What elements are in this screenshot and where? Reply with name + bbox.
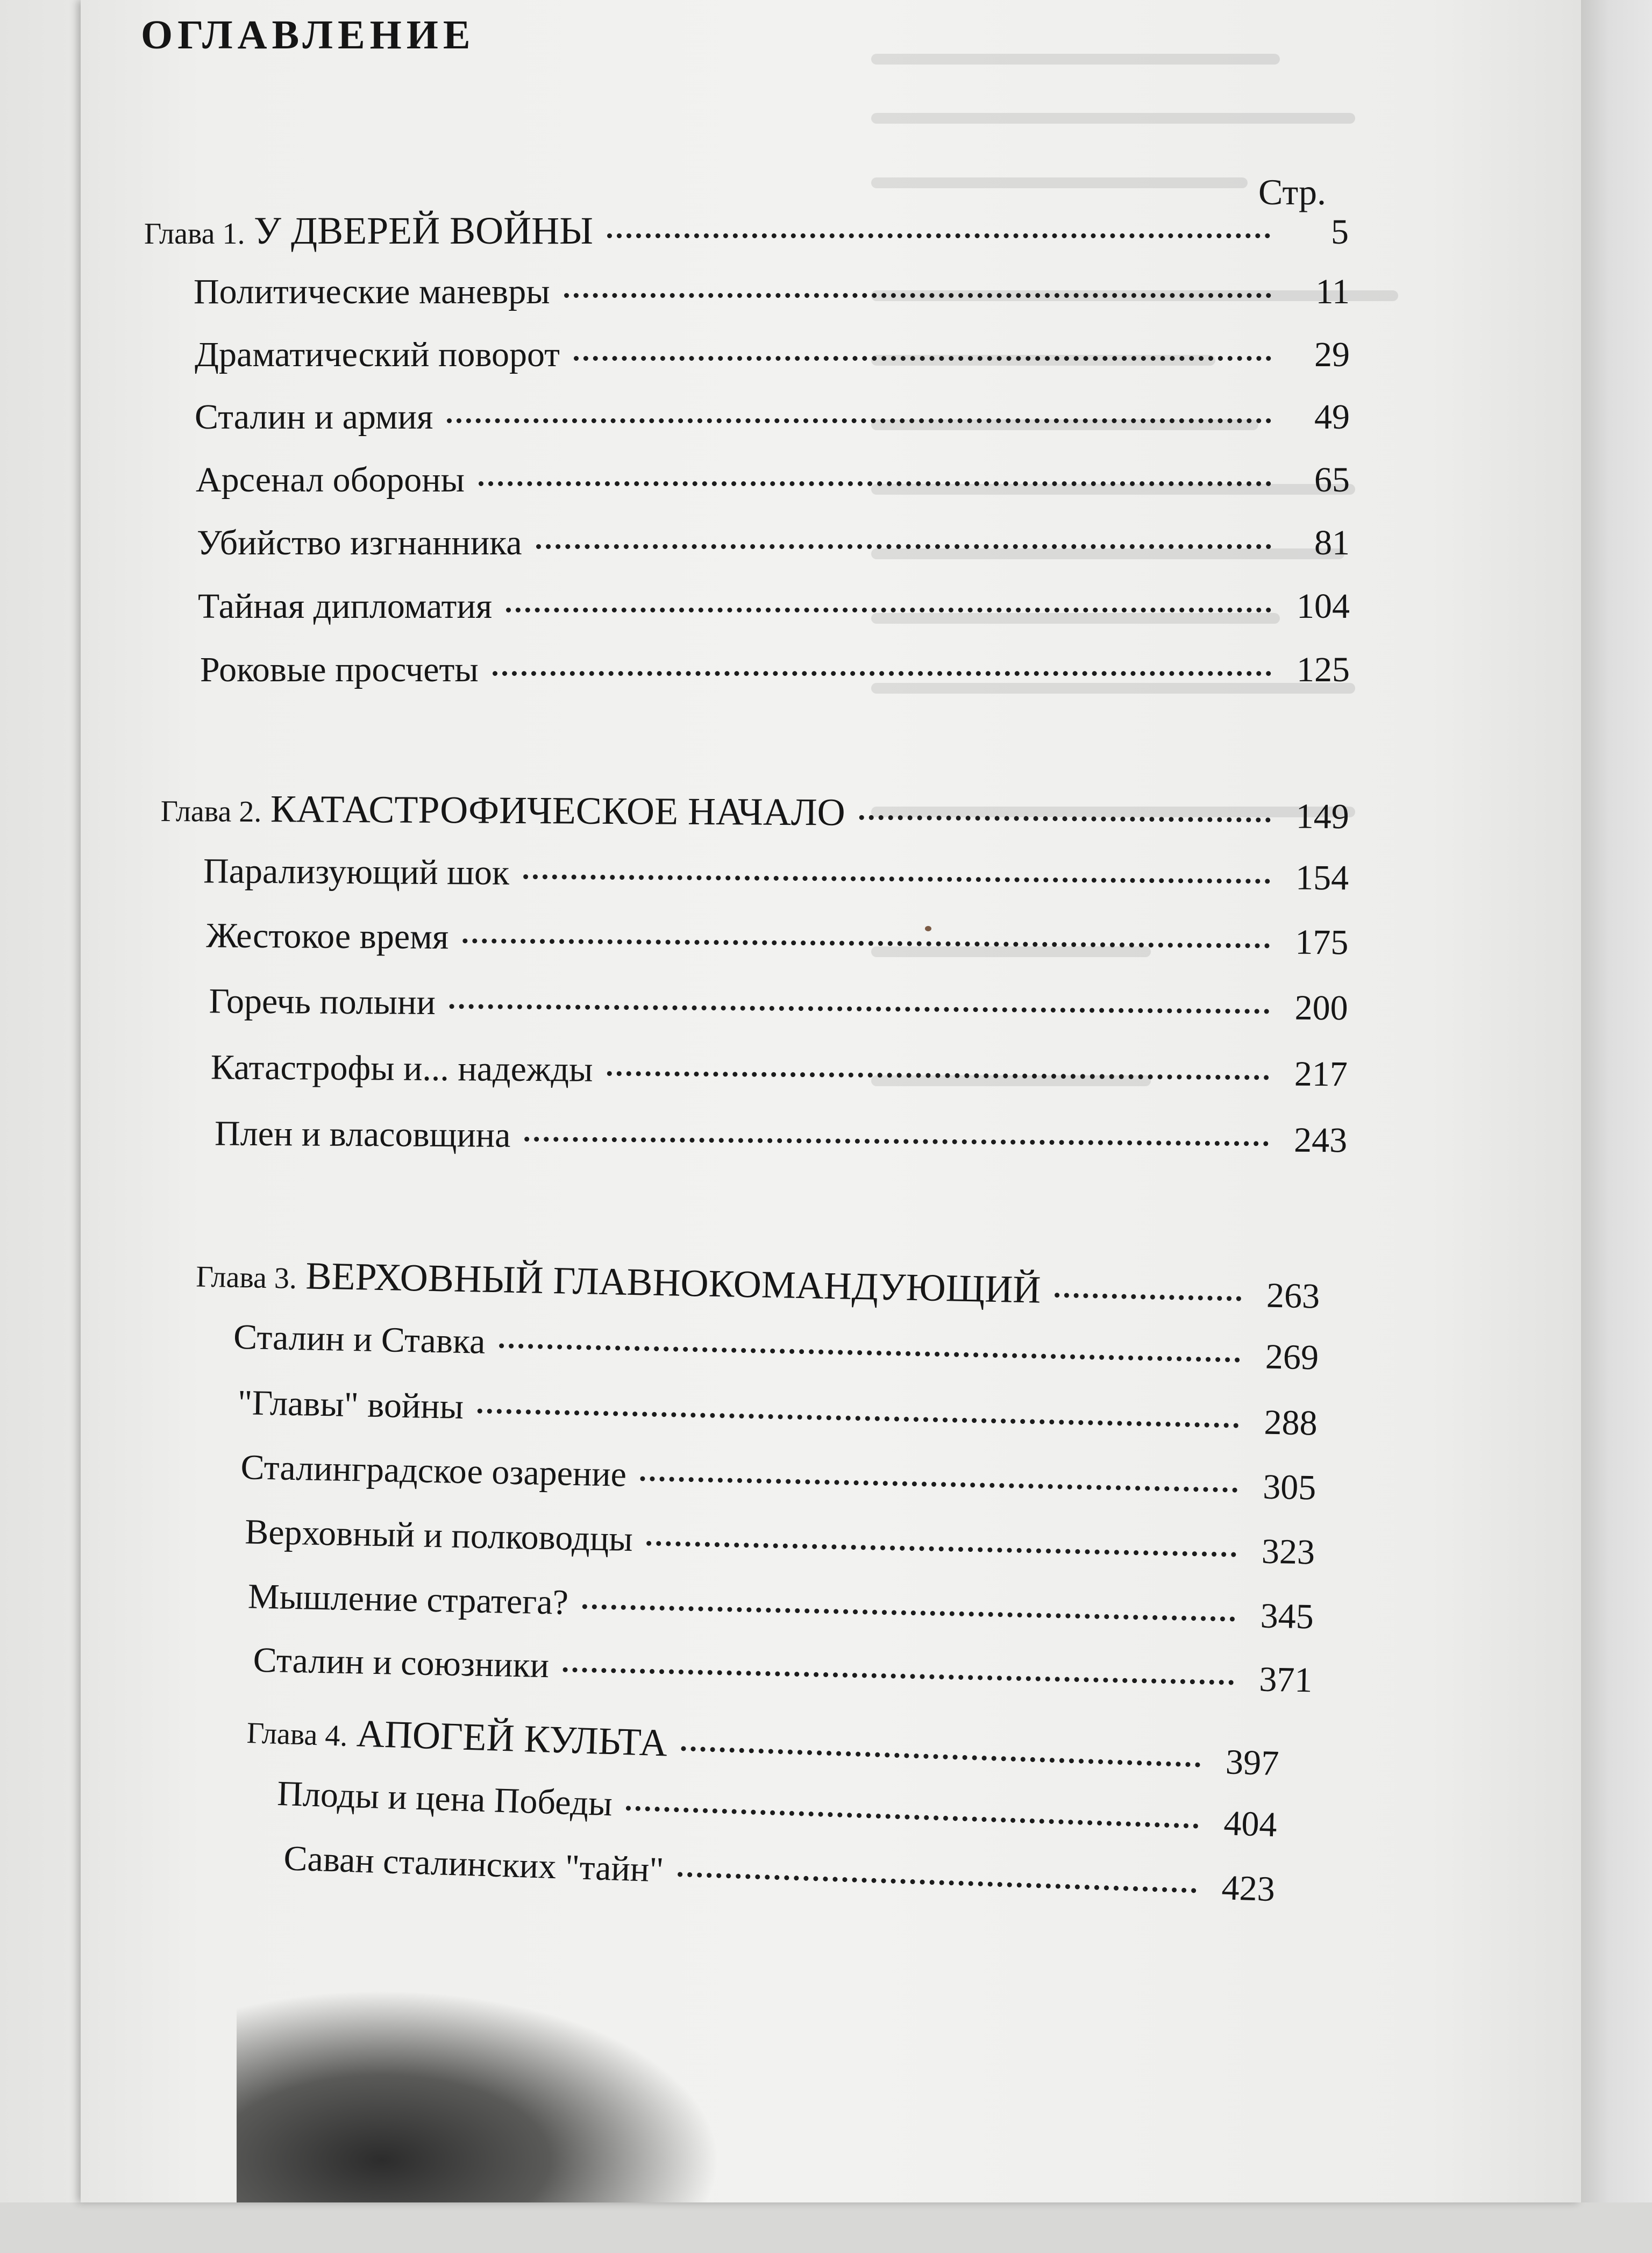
section-page-number: 11 (1315, 272, 1350, 311)
section-page-number: 175 (1295, 922, 1349, 962)
chapter-title: У ДВЕРЕЙ ВОЙНЫ (254, 209, 593, 252)
chapter-prefix: Глава 3. (195, 1260, 297, 1296)
section-title: Плоды и цена Победы (276, 1773, 613, 1824)
dot-leader (574, 356, 1271, 361)
dot-leader (499, 1343, 1240, 1362)
dot-leader (626, 1806, 1198, 1828)
dot-leader (1055, 1293, 1241, 1301)
section-row (197, 523, 1350, 564)
section-page-number: 49 (1314, 397, 1350, 437)
dot-leader (450, 1004, 1270, 1014)
toc-title: ОГЛАВЛЕНИЕ (141, 12, 475, 58)
section-title: Сталинградское озарение (240, 1448, 627, 1494)
chapter-prefix: Глава 1. (144, 217, 245, 251)
section-page-number: 154 (1295, 858, 1349, 898)
dot-leader (859, 815, 1271, 823)
chapter-row (144, 209, 1349, 253)
section-row (206, 915, 1348, 963)
section-title: "Главы" войны (237, 1382, 464, 1427)
section-title: Мышление стратега? (247, 1577, 569, 1622)
section-row (195, 397, 1350, 438)
dot-leader (607, 1071, 1269, 1080)
section-title: Сталин и армия (195, 397, 433, 437)
section-title: Арсенал обороны (196, 460, 465, 500)
chapter-title: ВЕРХОВНЫЙ ГЛАВНОКОМАНДУЮЩИЙ (305, 1254, 1042, 1311)
section-page-number: 423 (1221, 1868, 1276, 1909)
chapter-row (161, 786, 1349, 838)
section-page-number: 125 (1297, 650, 1350, 689)
section-page-number: 269 (1265, 1337, 1319, 1378)
dot-leader (681, 1746, 1201, 1767)
section-row (215, 1113, 1347, 1161)
section-page-number: 305 (1262, 1467, 1317, 1508)
dot-leader (478, 1409, 1239, 1428)
dot-leader (462, 938, 1270, 948)
section-row (195, 334, 1350, 375)
dot-leader (563, 1667, 1234, 1685)
dot-leader (582, 1604, 1235, 1621)
section-title: Катастрофы и... надежды (210, 1047, 593, 1089)
section-title: Горечь полыни (209, 981, 436, 1022)
section-title: Роковые просчеты (200, 650, 479, 689)
dot-leader (646, 1541, 1236, 1557)
chapter-page-number: 5 (1331, 212, 1349, 252)
section-row (211, 1047, 1348, 1095)
dot-leader (640, 1476, 1238, 1492)
section-row (200, 650, 1350, 690)
section-title: Убийство изгнанника (197, 523, 522, 562)
section-row (209, 981, 1348, 1029)
dot-leader (479, 481, 1271, 486)
section-title: Саван сталинских "тайн" (283, 1838, 665, 1890)
chapter-title: КАТАСТРОФИЧЕСКОЕ НАЧАЛО (270, 787, 845, 834)
section-page-number: 371 (1258, 1659, 1313, 1700)
section-title: Сталин и союзники (253, 1640, 550, 1686)
section-title: Тайная дипломатия (198, 587, 493, 626)
section-title: Парализующий шок (203, 851, 510, 893)
section-row (194, 272, 1350, 312)
section-row (203, 851, 1349, 899)
dot-leader (607, 233, 1270, 238)
section-title: Жестокое время (206, 916, 449, 957)
chapter-page-number: 263 (1266, 1275, 1320, 1316)
dot-leader (523, 874, 1270, 883)
section-row (196, 460, 1350, 501)
section-title: Сталин и Ставка (233, 1317, 486, 1361)
section-page-number: 65 (1314, 460, 1350, 500)
dot-leader (564, 293, 1271, 298)
book-spine-shadow (237, 1990, 721, 2202)
section-page-number: 404 (1223, 1803, 1278, 1845)
section-page-number: 323 (1261, 1531, 1315, 1572)
section-page-number: 29 (1314, 335, 1350, 374)
section-page-number: 104 (1297, 587, 1350, 626)
chapter-page-number: 397 (1225, 1742, 1280, 1784)
section-page-number: 200 (1294, 988, 1348, 1028)
section-title: Драматический поворот (195, 335, 560, 374)
section-page-number: 243 (1293, 1120, 1348, 1160)
page-column-label: Стр. (1258, 172, 1327, 212)
dot-leader (536, 544, 1271, 549)
right-page-edge (1581, 0, 1652, 2202)
chapter-prefix: Глава 2. (160, 794, 262, 829)
chapter-title: АПОГЕЙ КУЛЬТА (355, 1712, 668, 1765)
section-title: Плен и власовщина (214, 1114, 511, 1155)
section-page-number: 81 (1314, 523, 1350, 562)
dot-leader (447, 418, 1271, 423)
section-title: Политические маневры (194, 272, 550, 311)
chapter-page-number: 149 (1295, 796, 1349, 837)
section-page-number: 288 (1263, 1402, 1318, 1443)
dot-leader (506, 608, 1271, 612)
chapter-prefix: Глава 4. (246, 1716, 348, 1753)
dot-leader (524, 1137, 1269, 1146)
section-title: Верховный и полководцы (244, 1512, 633, 1559)
section-page-number: 345 (1260, 1596, 1314, 1637)
dot-leader (493, 671, 1271, 676)
section-row (198, 586, 1350, 627)
section-page-number: 217 (1294, 1054, 1348, 1094)
dot-leader (678, 1872, 1197, 1893)
